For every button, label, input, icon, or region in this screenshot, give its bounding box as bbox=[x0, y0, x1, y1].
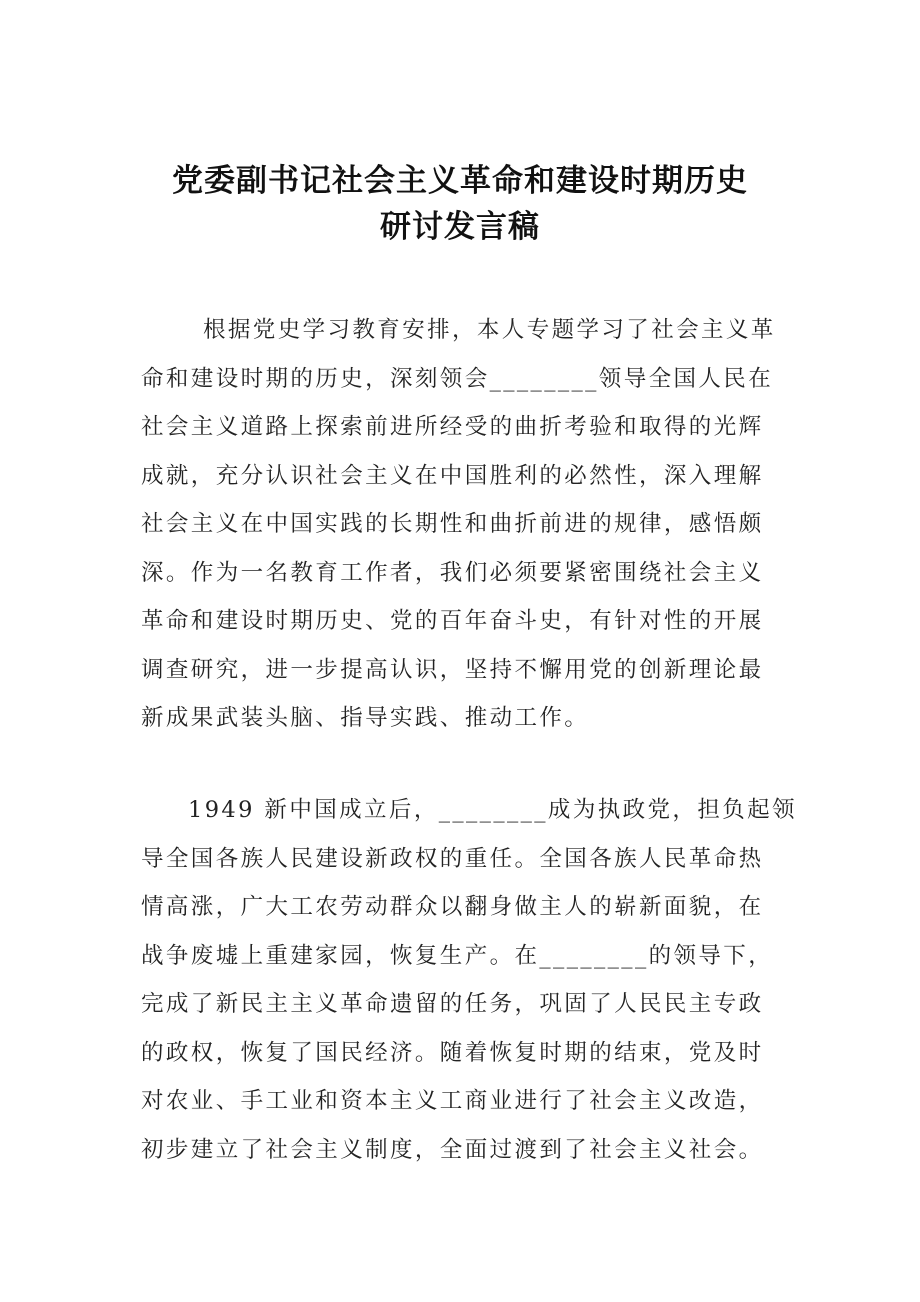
paragraph-line: 革命和建设时期历史、党的百年奋斗史，有针对性的开展 bbox=[141, 608, 764, 634]
paragraph-line: 新成果武装头脑、指导实践、推动工作。 bbox=[141, 705, 590, 731]
paragraph-line: 调查研究，进一步提高认识，坚持不懈用党的创新理论最 bbox=[141, 656, 764, 683]
paragraph-line: 初步建立了社会主义制度，全面过渡到了社会主义社会。 bbox=[141, 1136, 764, 1163]
paragraph-line: 对农业、手工业和资本主义工商业进行了社会主义改造， bbox=[141, 1088, 764, 1114]
title-line-1: 党委副书记社会主义革命和建设时期历史 bbox=[172, 163, 748, 199]
paragraph-line: 导全国各族人民建设新政权的重任。全国各族人民革命热 bbox=[141, 845, 764, 872]
paragraph-line: 的政权，恢复了国民经济。随着恢复时期的结束，党及时 bbox=[141, 1039, 764, 1066]
paragraph-line: 社会主义在中国实践的长期性和曲折前进的规律，感悟颇 bbox=[141, 511, 764, 537]
page-title bbox=[0, 158, 920, 250]
paragraph-line: 成就，充分认识社会主义在中国胜利的必然性，深入理解 bbox=[141, 462, 764, 489]
paragraph-line: 情高涨，广大工农劳动群众以翻身做主人的崭新面貌，在 bbox=[141, 894, 764, 920]
paragraph-2 bbox=[141, 786, 797, 1174]
paragraph-line: 1949 新中国成立后，________成为执政党，担负起领 bbox=[188, 797, 797, 823]
paragraph-line: 社会主义道路上探索前进所经受的曲折考验和取得的光辉 bbox=[141, 414, 764, 440]
paragraph-line: 完成了新民主主义革命遗留的任务，巩固了人民民主专政 bbox=[141, 991, 764, 1017]
paragraph-1 bbox=[141, 306, 781, 743]
paragraph-line: 命和建设时期的历史，深刻领会________领导全国人民在 bbox=[141, 365, 774, 392]
paragraph-line: 根据党史学习教育安排，本人专题学习了社会主义革 bbox=[203, 317, 776, 343]
paragraph-line: 深。作为一名教育工作者，我们必须要紧密围绕社会主义 bbox=[141, 559, 764, 586]
title-line-2: 研讨发言稿 bbox=[380, 209, 540, 245]
paragraph-line: 战争废墟上重建家园，恢复生产。在________的领导下， bbox=[141, 942, 774, 969]
